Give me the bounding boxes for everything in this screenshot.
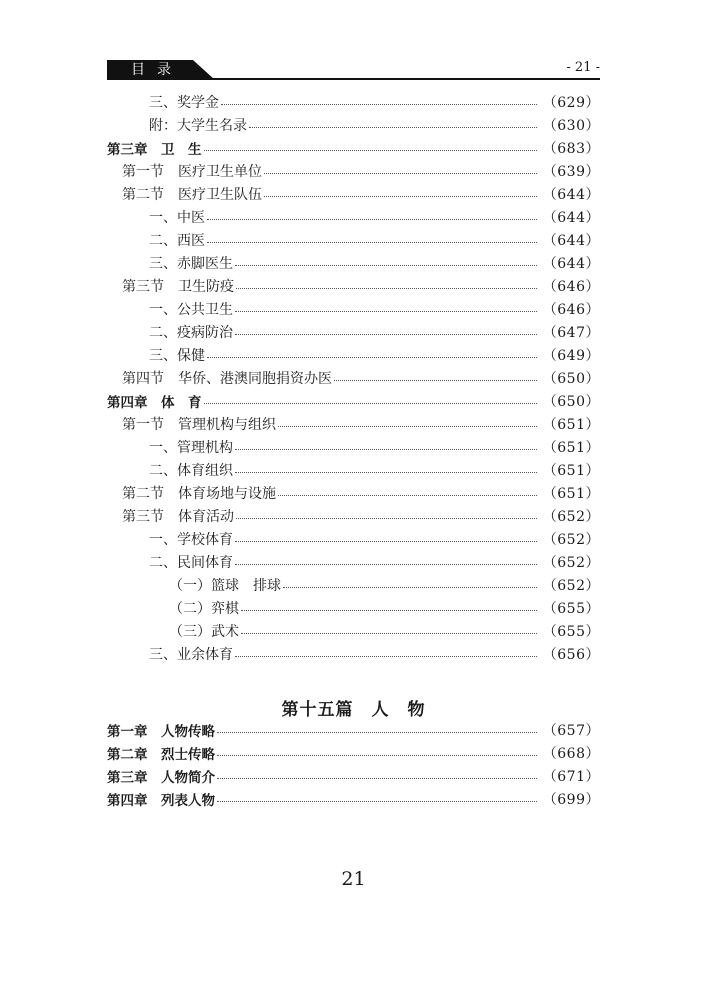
toc-entry-number: 一、中医 [149, 209, 205, 226]
table-of-contents [107, 90, 600, 665]
toc-entry-page: （649） [542, 347, 600, 364]
toc-entry-label [122, 184, 262, 204]
toc-entry-number: （二）弈棋 [169, 600, 239, 617]
toc-entry-page: （657） [542, 722, 600, 739]
toc-entry[interactable] [107, 573, 600, 596]
toc-entry-number: 一、公共卫生 [149, 301, 233, 318]
running-header [107, 60, 600, 80]
toc-entry-number: （三）武术 [169, 623, 239, 640]
toc-leader-dots [235, 656, 537, 657]
toc-entry-title: 体育活动 [178, 508, 234, 525]
toc-entry-label [122, 368, 332, 388]
toc-entry-number: 第二节 [122, 186, 164, 203]
toc-entry-number: 第一节 [122, 416, 164, 433]
toc-entry-label [122, 276, 234, 296]
toc-entry[interactable] [107, 343, 600, 366]
toc-entry[interactable] [107, 596, 600, 619]
toc-entry-title: 卫生防疫 [178, 278, 234, 295]
toc-entry-label [107, 391, 202, 411]
toc-leader-dots [217, 801, 537, 802]
toc-leader-dots [334, 380, 537, 381]
toc-entry-page: （683） [542, 140, 600, 157]
toc-leader-dots [236, 518, 537, 519]
toc-entry-label [122, 506, 234, 526]
toc-leader-dots [204, 150, 537, 151]
toc-entry[interactable] [107, 527, 600, 550]
toc-leader-dots [204, 403, 537, 404]
toc-leader-dots [235, 564, 537, 565]
header-title: 目录 [131, 62, 183, 78]
toc-entry-page: （644） [542, 255, 600, 272]
toc-leader-dots [235, 449, 537, 450]
table-of-contents-part-15 [107, 718, 600, 810]
toc-entry-title: 管理机构与组织 [178, 416, 276, 433]
toc-entry-label [107, 766, 215, 786]
toc-entry-label [149, 115, 247, 135]
toc-entry-label [149, 322, 233, 342]
toc-leader-dots [235, 265, 537, 266]
toc-entry-number: 第三章 卫 生 [107, 141, 202, 158]
toc-entry-page: （651） [542, 439, 600, 456]
toc-entry-label [107, 743, 215, 763]
toc-entry[interactable] [107, 274, 600, 297]
toc-entry-label [149, 207, 205, 227]
toc-entry[interactable] [107, 113, 600, 136]
toc-entry-number: 三、保健 [149, 347, 205, 364]
toc-entry-page: （652） [542, 577, 600, 594]
toc-entry[interactable] [107, 205, 600, 228]
toc-entry-page: （671） [542, 768, 600, 785]
toc-entry-number: 二、民间体育 [149, 554, 233, 571]
toc-entry-label [149, 345, 205, 365]
toc-entry-number: 一、学校体育 [149, 531, 233, 548]
toc-entry-page: （655） [542, 600, 600, 617]
header-page-label: - 21 - [566, 60, 600, 75]
toc-entry-number: 第四章 列表人物 [107, 792, 215, 809]
toc-entry-number: 第二节 [122, 485, 164, 502]
toc-entry[interactable] [107, 228, 600, 251]
toc-leader-dots [235, 334, 537, 335]
toc-leader-dots [236, 288, 537, 289]
toc-entry-label [122, 414, 276, 434]
toc-leader-dots [235, 311, 537, 312]
toc-entry-label [149, 552, 233, 572]
toc-entry-number: 二、疫病防治 [149, 324, 233, 341]
toc-entry[interactable] [107, 90, 600, 113]
toc-entry-number: 第四章 体 育 [107, 394, 202, 411]
toc-entry-page: （639） [542, 163, 600, 180]
toc-entry-label [149, 644, 233, 664]
toc-entry-page: （652） [542, 531, 600, 548]
toc-entry-page: （647） [542, 324, 600, 341]
toc-entry[interactable] [107, 251, 600, 274]
toc-leader-dots [217, 778, 537, 779]
toc-entry-number: 第三节 [122, 278, 164, 295]
toc-chapter-entry[interactable] [107, 718, 600, 741]
header-rule [107, 78, 600, 80]
toc-entry[interactable] [107, 297, 600, 320]
toc-leader-dots [241, 633, 537, 634]
toc-entry-number: 第二章 烈士传略 [107, 746, 215, 763]
toc-entry[interactable] [107, 458, 600, 481]
toc-chapter-entry[interactable] [107, 389, 600, 412]
toc-entry-label [149, 230, 205, 250]
toc-entry-title: 体育场地与设施 [178, 485, 276, 502]
toc-leader-dots [278, 495, 537, 496]
toc-entry[interactable] [107, 550, 600, 573]
toc-entry-number: 第四节 [122, 370, 164, 387]
toc-entry-label [107, 789, 215, 809]
toc-entry-label [149, 253, 233, 273]
toc-entry[interactable] [107, 504, 600, 527]
toc-entry[interactable] [107, 412, 600, 435]
toc-entry-number: 第三章 人物简介 [107, 769, 215, 786]
toc-entry[interactable] [107, 182, 600, 205]
toc-entry-title: 医疗卫生单位 [178, 163, 262, 180]
toc-entry-label [169, 621, 239, 641]
toc-entry-page: （651） [542, 462, 600, 479]
toc-leader-dots [264, 196, 537, 197]
toc-entry-page: （668） [542, 745, 600, 762]
toc-leader-dots [217, 755, 537, 756]
toc-entry-page: （644） [542, 232, 600, 249]
toc-leader-dots [207, 219, 537, 220]
toc-entry-page: （655） [542, 623, 600, 640]
toc-leader-dots [217, 732, 537, 733]
toc-entry-page: （650） [542, 393, 600, 410]
toc-entry-number: 一、管理机构 [149, 439, 233, 456]
toc-entry-number: 三、业余体育 [149, 646, 233, 663]
toc-entry-page: （651） [542, 485, 600, 502]
toc-entry-page: （630） [542, 117, 600, 134]
footer-page-number: 21 [341, 868, 366, 890]
toc-leader-dots [235, 541, 537, 542]
toc-entry-label [122, 161, 262, 181]
toc-entry-number: 二、西医 [149, 232, 205, 249]
toc-leader-dots [278, 426, 537, 427]
toc-entry[interactable] [107, 481, 600, 504]
toc-entry-page: （629） [542, 94, 600, 111]
toc-entry-page: （699） [542, 791, 600, 808]
toc-leader-dots [264, 173, 537, 174]
toc-entry-label [149, 437, 233, 457]
toc-entry-number: 三、赤脚医生 [149, 255, 233, 272]
toc-entry-page: （644） [542, 186, 600, 203]
toc-entry-number: 附：大学生名录 [149, 117, 247, 134]
toc-entry-number: 三、奖学金 [149, 94, 219, 111]
toc-leader-dots [207, 357, 537, 358]
toc-entry-page: （651） [542, 416, 600, 433]
toc-entry[interactable] [107, 619, 600, 642]
toc-entry-page: （644） [542, 209, 600, 226]
toc-entry[interactable] [107, 642, 600, 665]
toc-entry-number: 二、体育组织 [149, 462, 233, 479]
toc-chapter-entry[interactable] [107, 764, 600, 787]
toc-leader-dots [283, 587, 537, 588]
toc-leader-dots [207, 242, 537, 243]
toc-entry-page: （652） [542, 554, 600, 571]
toc-entry[interactable] [107, 366, 600, 389]
toc-leader-dots [235, 472, 537, 473]
toc-entry-number: 第一节 [122, 163, 164, 180]
toc-entry-label [107, 720, 215, 740]
toc-entry-label [169, 598, 239, 618]
toc-entry-label [149, 299, 233, 319]
toc-entry-page: （646） [542, 278, 600, 295]
toc-entry-page: （646） [542, 301, 600, 318]
toc-entry-page: （656） [542, 646, 600, 663]
toc-entry[interactable] [107, 435, 600, 458]
toc-entry-page: （650） [542, 370, 600, 387]
toc-entry-label [122, 483, 276, 503]
toc-entry[interactable] [107, 320, 600, 343]
toc-entry-label [149, 92, 219, 112]
toc-entry-label [169, 575, 281, 595]
toc-entry-label [107, 138, 202, 158]
toc-entry-label [149, 529, 233, 549]
toc-entry[interactable] [107, 159, 600, 182]
toc-entry-number: （一）篮球 排球 [169, 577, 281, 594]
part-title: 第十五篇 人 物 [281, 700, 426, 720]
toc-entry-title: 华侨、港澳同胞捐资办医 [178, 370, 332, 387]
toc-chapter-entry[interactable] [107, 741, 600, 764]
toc-chapter-entry[interactable] [107, 136, 600, 159]
toc-entry-page: （652） [542, 508, 600, 525]
toc-leader-dots [249, 127, 537, 128]
toc-entry-number: 第三节 [122, 508, 164, 525]
toc-chapter-entry[interactable] [107, 787, 600, 810]
toc-entry-number: 第一章 人物传略 [107, 723, 215, 740]
toc-leader-dots [221, 104, 537, 105]
toc-entry-label [149, 460, 233, 480]
toc-leader-dots [241, 610, 537, 611]
toc-entry-title: 医疗卫生队伍 [178, 186, 262, 203]
